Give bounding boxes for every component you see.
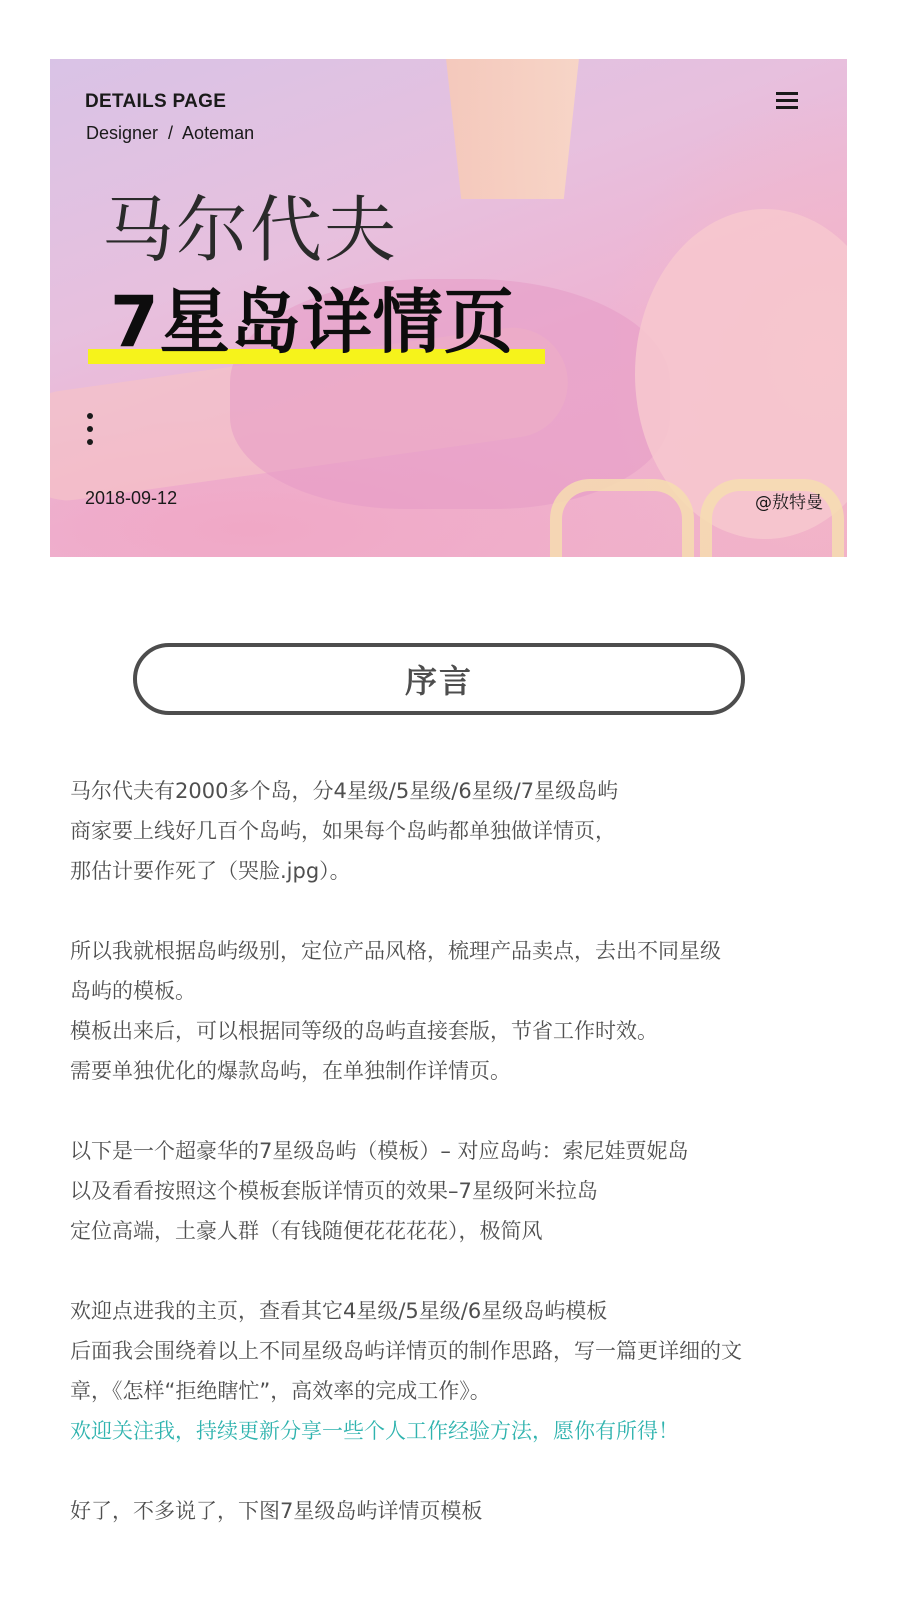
preface-heading: 序言 (404, 662, 473, 700)
paragraph-line: 那估计要作死了（哭脸.jpg）。 (70, 859, 351, 883)
details-page-label: DETAILS PAGE (85, 91, 227, 112)
hamburger-menu-icon[interactable] (776, 90, 798, 110)
paragraph-1 (70, 771, 860, 891)
paragraph-line: 后面我会围绕着以上不同星级岛屿详情页的制作思路，写一篇更详细的文 (70, 1339, 742, 1363)
author-handle: @敖特曼 (755, 493, 823, 513)
title-main: 7星岛详情页 (110, 281, 515, 363)
publish-date: 2018-09-12 (85, 488, 178, 508)
paragraph-line: 商家要上线好几百个岛屿，如果每个岛屿都单独做详情页， (70, 819, 616, 843)
paragraph-line: 以下是一个超豪华的7星级岛屿（模板）– 对应岛屿：索尼娃贾妮岛 (70, 1139, 689, 1163)
paragraph-2 (70, 931, 860, 1091)
paragraph-line: 欢迎点进我的主页，查看其它4星级/5星级/6星级岛屿模板 (70, 1299, 608, 1323)
article-body (70, 771, 860, 1571)
paragraph-line: 需要单独优化的爆款岛屿，在单独制作详情页。 (70, 1059, 511, 1083)
paragraph-line: 好了，不多说了，下图7星级岛屿详情页模板 (70, 1499, 483, 1523)
drink-cup-image (445, 59, 580, 199)
paragraph-line: 定位高端，土豪人群（有钱随便花花花花），极简风 (70, 1219, 543, 1243)
paragraph-line: 马尔代夫有2000多个岛，分4星级/5星级/6星级/7星级岛屿 (70, 779, 619, 803)
paragraph-line: 模板出来后，可以根据同等级的岛屿直接套版，节省工作时效。 (70, 1019, 658, 1043)
paragraph-line: 章，《怎样“拒绝瞎忙”，高效率的完成工作》。 (70, 1379, 491, 1403)
paragraph-line: 所以我就根据岛屿级别，定位产品风格，梳理产品卖点，去出不同星级 (70, 939, 721, 963)
designer-label: Designer / Aoteman (86, 123, 255, 143)
paragraph-line: 岛屿的模板。 (70, 979, 196, 1003)
hero-banner (50, 59, 847, 557)
paragraph-line: 以及看看按照这个模板套版详情页的效果–7星级阿米拉岛 (70, 1179, 598, 1203)
preface-heading-pill (133, 643, 745, 715)
paragraph-5 (70, 1491, 860, 1531)
vertical-dots-icon[interactable] (86, 413, 94, 447)
paragraph-3 (70, 1131, 860, 1251)
title-destination: 马尔代夫 (102, 188, 399, 272)
follow-invitation-line: 欢迎关注我，持续更新分享一些个人工作经验方法，愿你有所得！ (70, 1419, 679, 1443)
paragraph-4 (70, 1291, 860, 1451)
